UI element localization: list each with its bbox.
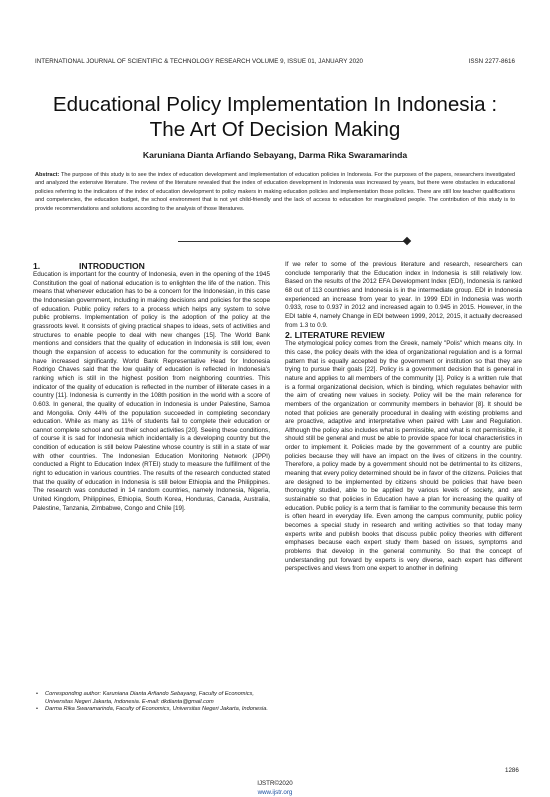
introduction-text: Education is important for the country of Indonesia, even in the opening of the 1945 Constitution the goal of national education is to enlighten the life of the nation. This means that whenever education has to be a concern for the Indonesian, in this case the Indonesian government, including in making decisions and policies for the scope of education. Public policy refers to a process which helps any system to solve public problems. Implementation of policy is the adoption of the policy at the grassroots level. It consists of giving practical shapes to ideas, sets of activities and structures to enable people to deal with new changes [15]. The World Bank mentions and considers that the quality of education in Indonesia is still low, even though the expansion of access to education for the community is considered to have increased significantly. World Bank Representative Head for Indonesia Rodrigo Chaves said that the low quality of education is reflected in Indonesia's ranking which is still in the highest position from neighboring countries. This indicator of the quality of education is reflected in the number of illiterate cases in a country [11]. Indonesia is currently in the 108th position in the world with a score of 0.603. In general, the quality of education in Indonesia is under Palestine, Samoa and Mongolia. Only 44% of the population succeeded in completing secondary education. While as many as 11% of students fail to complete their education or cannot complete school and out their school activities [20]. Seeing these conditions, of course it is sad for Indonesia which incidentally is a developing country but the condition of education is still below Palestine whose country is still in a state of war with other countries. The Indonesian Education Monitoring Network (JPPI) conducted a Right to Education Index (RTEI) study to measure the fulfillment of the right to education in various countries. The results of the research conducted stated that the quality of education in Indonesia is still below Ethiopia and the Philippines. The research was conducted in 14 random countries, namely Indonesia, Nigeria, United Kingdom, Philippines, Ethiopia, South Korea, Honduras, Canada, Australia, Palestine, Tanzania, Zimbabwe, Congo and Chile [19]. xyxy=(33,271,270,512)
section-title: LITERATURE REVIEW xyxy=(294,330,385,341)
literature-review-text: The etymological policy comes from the Greek, namely "Polis" which means city. In this case, the policy deals with the idea of organizational regulation and is a formal pattern that is equally accepted by the government or institution so that they are trying to pursue their goals [22]. Policy is a government decision that is general in nature and applies to all members of the community [1]. Policy is a written rule that is a formal organizational decision, which is binding, which regulates behavior with the aim of creating new values in society. Policy will be the main reference for members of the organization or community members in behavior [8]. It should be noted that policies are generally procedural in dealing with existing problems and are proactive, adaptive and interpretative when paired with Law and Regulation. Although the policy also includes what is permissible, and what is not permissible, it should still be general and must be able to provide space for local characteristics in order to implement it. Policies made by the government of a country are public policies because they will have an impact on the lives of citizens in the country. Therefore, a policy made by a government should not be detrimental to its citizens, meaning that every policy determined should be in favor of the citizens. Policies that are designed to be implemented by citizens should be policies that have been thoroughly studied, able to be applied by various levels of society, and are sustainable so that policies in Education have a plan for increasing the quality of education. Public policy is a term that is familiar to the community because this term is often heard in everyday life. Even among the campus community, public policy becomes a special study in research and writing activities so that today many experts write and publish books that discuss public policy theories with different emphases because each expert study them based on issues, symptoms and problems that develop in the general community. So that the concept of understanding put forward by experts is very diverse, each expert has different perspectives and views from one expert to another in defining xyxy=(285,340,522,573)
page-number: 1286 xyxy=(505,767,519,774)
journal-footer xyxy=(0,779,550,797)
diamond-icon xyxy=(403,236,411,244)
journal-link[interactable]: www.ijstr.org xyxy=(257,789,293,796)
section-number: 2. xyxy=(285,330,293,341)
title-line-2: The Art Of Decision Making xyxy=(149,118,401,141)
section-title: INTRODUCTION xyxy=(79,261,145,271)
title-line-1: Educational Policy Implementation In Indonesia : xyxy=(52,93,498,116)
section-heading-literature-review xyxy=(285,330,522,340)
footnote-second-author: • Darma Rika Swaramarinda, Faculty of Economics, Universitas Negeri Jakarta, Indonesia. xyxy=(45,706,270,714)
copyright-label: IJSTR©2020 xyxy=(257,780,293,787)
running-header xyxy=(35,58,515,68)
issn-label: ISSN 2277-8616 xyxy=(468,58,515,65)
author-footnotes xyxy=(33,691,270,714)
author-list: Karuniana Dianta Arfiando Sebayang, Darma Rika Swaramarinda xyxy=(142,150,408,160)
introduction-continued-text: If we refer to some of the previous literature and research, researchers can conclude temporarily that the Education index in Indonesia is still relatively low. Based on the results of the 2012 EFA Development Index (EDI), Indonesia is ranked 68 out of 113 countries and Indonesia is in the intermediate group. EDI in Indonesia experienced an increase from year to year. In 1999 EDI in Indonesia was worth 0.933, rose to 0.937 in 2012 and increased again to 0.945 in 2015. However, in the EDI table 4, namely Change in EDI between 1999, 2012, 2015, it actually decreased from 1.3 to 0.9. xyxy=(285,261,522,329)
section-number: 1. xyxy=(33,261,41,271)
footnote-corresponding-author: • Corresponding author: Karuniana Dianta Arfiando Sebayang, Faculty of Economics, Universitas Negeri Jakarta, Indonesia. E-mail: dkdianta@gmail.com xyxy=(45,691,270,706)
journal-header: INTERNATIONAL JOURNAL OF SCIENTIFIC & TECHNOLOGY RESEARCH VOLUME 9, ISSUE 01, JANUARY 2020 xyxy=(35,58,364,65)
abstract-label: Abstract: xyxy=(35,172,60,178)
abstract-text: The purpose of this study is to see the index of education development and implementation of education policies in Indonesia. For the purposes of the papers, researchers investigated and analyzed the extensive literature. The review of the literature revealed that the index of education development in Indonesia was increased by years, but there were obstacles in educational policies referring to the indicators of the index of education development to policy makers in making education policies and implementation those policies. There are still low teacher qualifications and competencies, the education budget, the school environment that is not yet child-friendly and the lack of access to education for marginalized people. The contribution of this study is to provide recommendations and solutions according to the analysis of those literatures. xyxy=(35,172,515,212)
paper-title xyxy=(20,92,530,142)
separator-line xyxy=(178,241,408,242)
abstract xyxy=(35,171,515,213)
section-heading-introduction xyxy=(33,261,270,271)
right-column xyxy=(285,261,522,574)
left-column xyxy=(33,261,270,513)
